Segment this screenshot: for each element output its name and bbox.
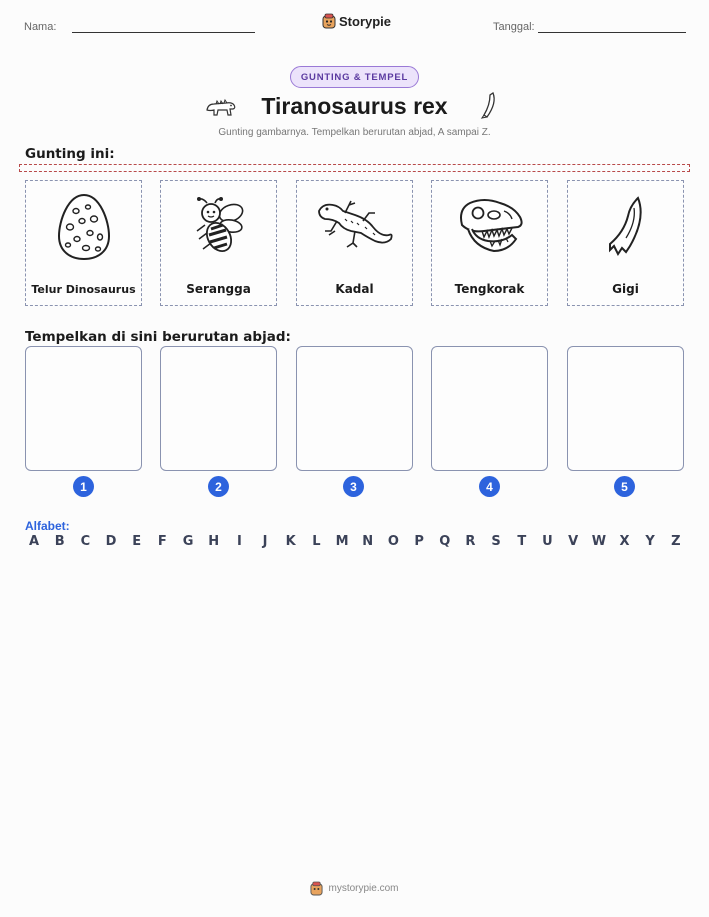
footer-url: mystorypie.com [328, 883, 399, 894]
card-label: Kadal [335, 282, 374, 296]
alphabet-letter: M [335, 534, 349, 549]
cut-card-lizard[interactable] [296, 180, 413, 306]
name-label: Nama: [24, 21, 57, 33]
page-title: Tiranosaurus rex [261, 93, 448, 119]
alphabet-letter: Q [439, 534, 451, 549]
alphabet-letter: P [414, 534, 424, 549]
cut-card-tooth[interactable] [567, 180, 684, 306]
paste-slot-4[interactable] [431, 346, 548, 471]
slot-number-5: 5 [614, 476, 635, 497]
alphabet-letter: C [80, 534, 91, 549]
date-label: Tanggal: [493, 21, 535, 33]
alphabet-letter: A [28, 534, 40, 549]
alphabet-letter: Z [671, 534, 681, 549]
instructions: Gunting gambarnya. Tempelkan berurutan abjad, A sampai Z. [218, 127, 491, 138]
cut-line [19, 164, 690, 172]
name-line[interactable] [72, 32, 255, 33]
alphabet-letter: F [157, 534, 167, 549]
card-label: Gigi [612, 282, 639, 296]
footer [0, 881, 709, 896]
cut-card-insect[interactable] [160, 180, 277, 306]
slot-number-1: 1 [73, 476, 94, 497]
paste-section-title: Tempelkan di sini berurutan abjad: [25, 329, 291, 345]
alphabet-letter: T [517, 534, 527, 549]
alphabet-letter: Y [645, 534, 655, 549]
storypie-mascot-icon [322, 13, 336, 29]
alphabet-letter: N [362, 534, 374, 549]
storypie-mascot-icon [310, 881, 323, 896]
alphabet-letter: D [105, 534, 117, 549]
alphabet-letter: G [182, 534, 194, 549]
alphabet-letter: V [568, 534, 579, 549]
cut-section-title: Gunting ini: [25, 146, 115, 162]
alphabet-letter: E [132, 534, 142, 549]
alphabet-letter: W [591, 534, 607, 549]
cut-card-egg[interactable] [25, 180, 142, 306]
egg-icon [54, 191, 114, 263]
brand-logo [322, 13, 391, 29]
bee-icon [187, 195, 251, 259]
cut-card-skull[interactable] [431, 180, 548, 306]
alphabet-letter: K [285, 534, 296, 549]
date-line[interactable] [538, 32, 686, 33]
alphabet-letter: R [465, 534, 476, 549]
alphabet-letter: U [542, 534, 553, 549]
claw-icon [479, 91, 499, 121]
paste-slot-2[interactable] [160, 346, 277, 471]
activity-tag: GUNTING & TEMPEL [290, 66, 419, 88]
paste-slot-5[interactable] [567, 346, 684, 471]
slot-number-3: 3 [343, 476, 364, 497]
alphabet-letter: O [387, 534, 399, 549]
slot-number-2: 2 [208, 476, 229, 497]
alphabet-letter: B [54, 534, 65, 549]
alphabet-letter: J [262, 534, 268, 549]
alphabet-label: Alfabet: [25, 519, 70, 533]
tooth-icon [604, 194, 648, 260]
alphabet-row [27, 534, 683, 549]
slot-number-4: 4 [479, 476, 500, 497]
alphabet-letter: H [208, 534, 220, 549]
alphabet-letter: L [312, 534, 321, 549]
card-label: Serangga [186, 282, 251, 296]
alphabet-letter: S [491, 534, 501, 549]
skull-icon [454, 195, 526, 259]
card-label: Telur Dinosaurus [31, 283, 136, 296]
lizard-icon [315, 197, 395, 257]
alphabet-letter: I [236, 534, 242, 549]
brand-name: Storypie [339, 13, 392, 29]
card-label: Tengkorak [454, 282, 525, 296]
alphabet-letter: X [619, 534, 630, 549]
paste-slot-3[interactable] [296, 346, 413, 471]
paste-slot-1[interactable] [25, 346, 142, 471]
